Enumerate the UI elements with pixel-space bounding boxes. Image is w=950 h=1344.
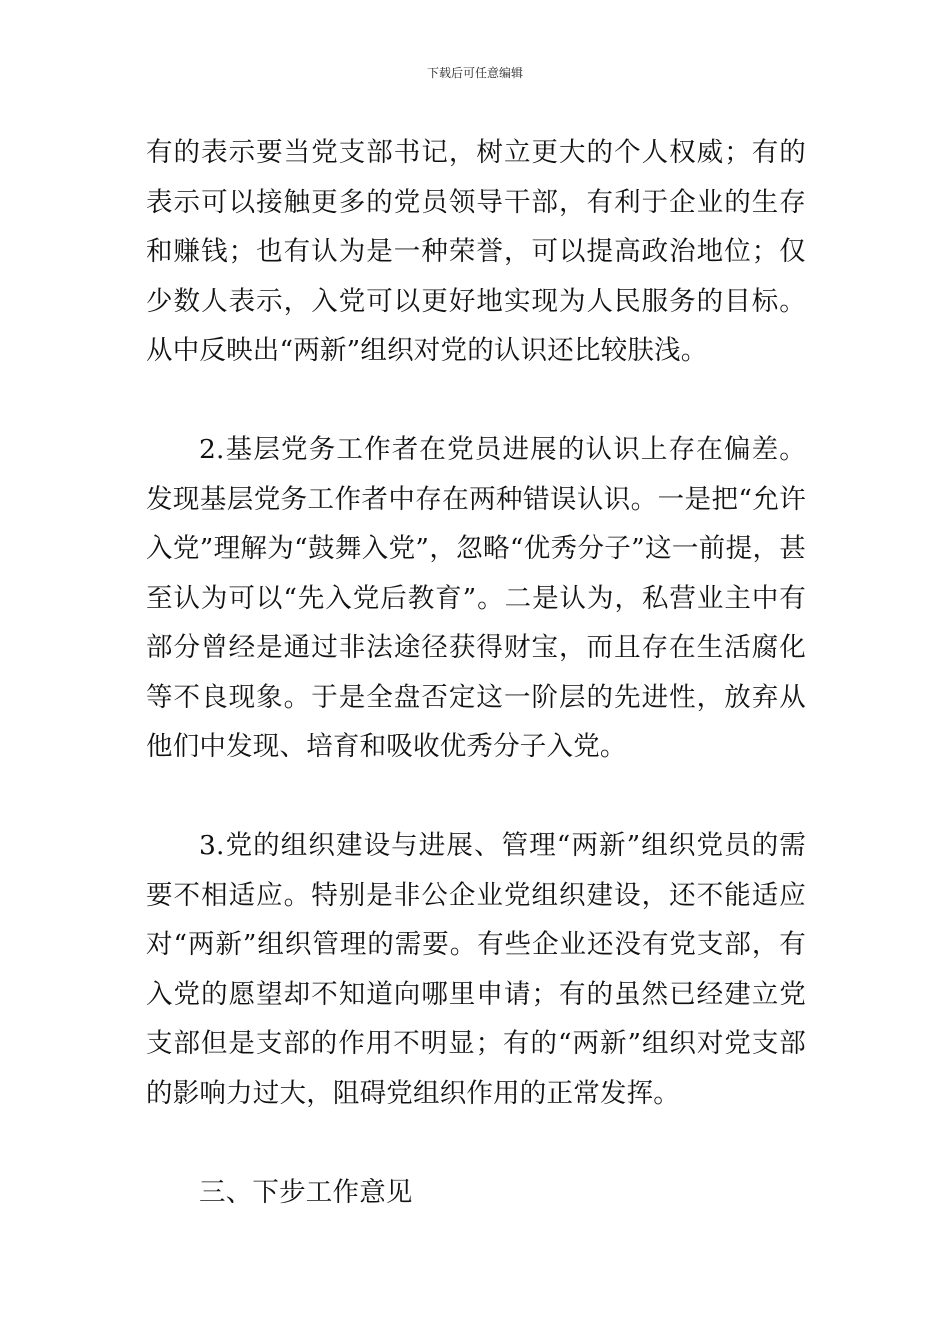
paragraph-item-3: 3.党的组织建设与进展、管理“两新”组织党员的需要不相适应。特别是非公企业党组织建设，还不能适应对“两新”组织管理的需要。有些企业还没有党支部，有入党的愿望却不知道向哪里申请；有的虽然已经建立党支部但是支部的作用不明显；有的“两新”组织对党支部的影响力过大，阻碍党组织作用的正常发挥。 xyxy=(146,830,806,1109)
page-header: 下载后可任意编辑 xyxy=(426,66,523,80)
section-heading: 三、下步工作意见 xyxy=(199,1176,413,1208)
paragraph-item-2: 2.基层党务工作者在党员进展的认识上存在偏差。发现基层党务工作者中存在两种错误认识。一是把“允许入党”理解为“鼓舞入党”，忽略“优秀分子”这一前提，甚至认为可以“先入党后教育”。二是认为，私营业主中有部分曾经是通过非法途径获得财宝，而且存在生活腐化等不良现象。于是全盘否定这一阶层的先进性，放弃从他们中发现、培育和吸收优秀分子入党。 xyxy=(146,434,806,762)
paragraph-continued: 有的表示要当党支部书记，树立更大的个人权威；有的表示可以接触更多的党员领导干部，有利于企业的生存和赚钱；也有认为是一种荣誉，可以提高政治地位；仅少数人表示，入党可以更好地实现为人民服务的目标。从中反映出“两新”组织对党的认识还比较肤浅。 xyxy=(146,137,806,366)
document-body xyxy=(146,128,806,1217)
